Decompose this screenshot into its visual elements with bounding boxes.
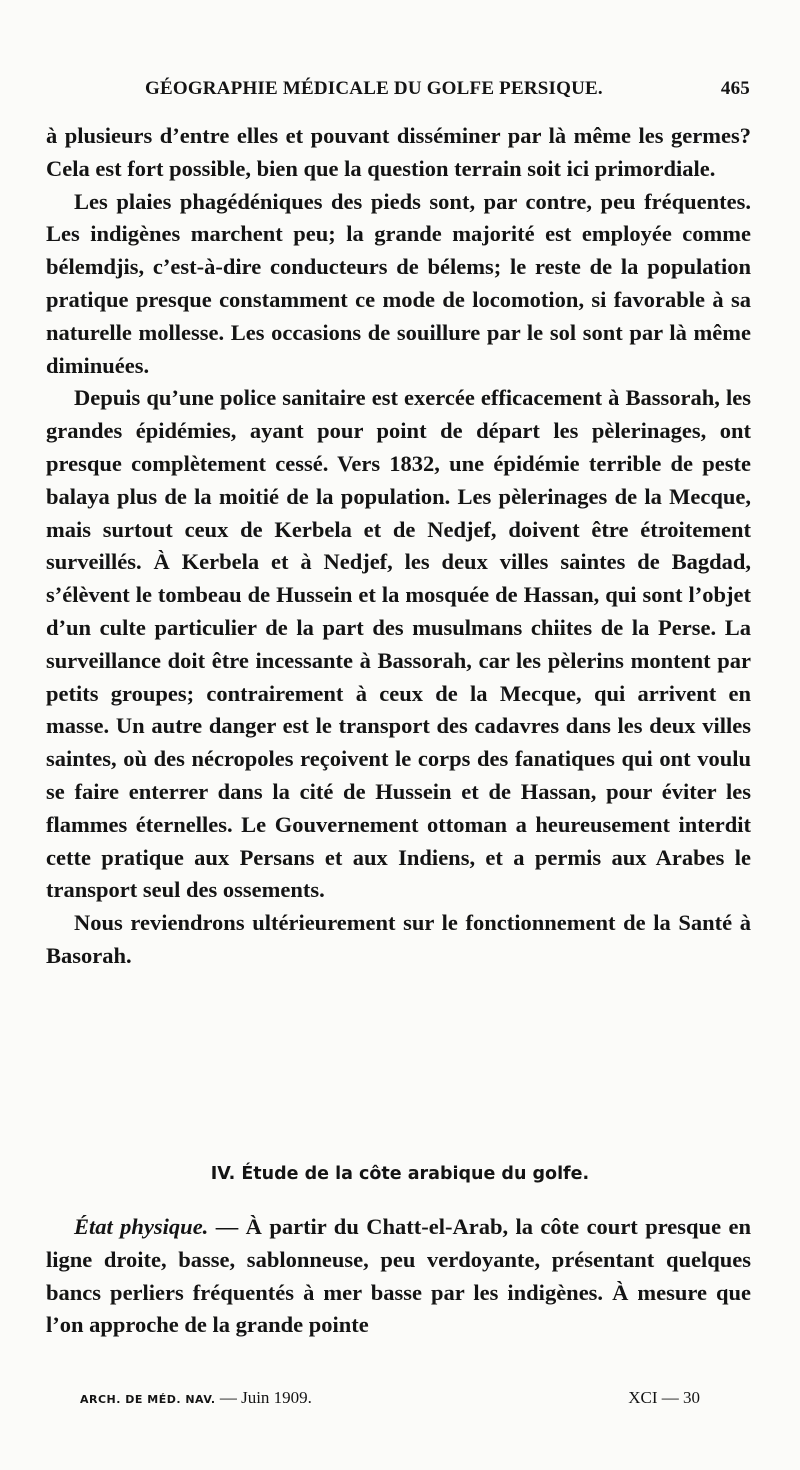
physical-state-paragraph [46,1211,751,1342]
paragraph-sanitary-police: Depuis qu’une police sanitaire est exercée efficacement à Bassorah, les grandes épidémies, ayant pour point de départ les pèlerinages, ont presque complètement cessé. Vers 1832, une épidémie terrible de peste balaya plus de la moitié de la population. Les pèlerinages de la Mecque, mais surtout ceux de Kerbela et de Nedjef, doivent être étroitement surveillés. À Kerbela et à Nedjef, les deux villes saintes de Bagdad, s’élèvent le tombeau de Hussein et la mosquée de Hassan, qui sont l’objet d’un culte particulier de la part des musulmans chiites de la Perse. La surveillance doit être incessante à Bassorah, car les pèlerins montent par petits groupes; contrairement à ceux de la Mecque, qui arrivent en masse. Un autre danger est le transport des cadavres dans les deux villes saintes, où des nécropoles reçoivent le corps des fanatiques qui ont voulu se faire enterrer dans la cité de Hussein et de Hassan, pour éviter les flammes éternelles. Le Gouvernement ottoman a heureusement interdit cette pratique aux Persans et aux Indiens, et a permis aux Arabes le transport seul des ossements. [46,385,751,903]
journal-date: — Juin 1909. [215,1388,312,1407]
journal-abbreviation: ARCH. DE MÉD. NAV. [80,1393,216,1406]
physical-state-lead: État physique. [74,1214,209,1239]
running-title: GÉOGRAPHIE MÉDICALE DU GOLFE PERSIQUE. [145,78,603,99]
footer [80,1388,700,1414]
paragraph-continuation: à plusieurs d’entre elles et pouvant disséminer par là même les germes? Cela est fort possible, bien que la question terrain soit ici primordiale. [46,123,751,181]
section-text [46,1211,751,1342]
body-text [46,120,751,973]
section-heading: IV. Étude de la côte arabique du golfe. [210,1164,590,1184]
journal-reference [80,1388,312,1408]
paragraph-phagedenic-ulcers: Les plaies phagédéniques des pieds sont, par contre, peu fréquentes. Les indigènes marchent peu; la grande majorité est employée comme bélemdjis, c’est-à-dire conducteurs de bélems; le reste de la population pratique presque constamment ce mode de locomotion, si favorable à sa naturelle mollesse. Les occasions de souillure par le sol sont par là même diminuées. [46,188,751,378]
paragraph-conclusion: Nous reviendrons ultérieurement sur le fonctionnement de la Santé à Basorah. [46,910,751,968]
sheet-signature: XCI — 30 [628,1388,700,1407]
physical-state-text: — À partir du Chatt-el-Arab, la côte court presque en ligne droite, basse, sablonneuse, peu verdoyante, présentant quelques bancs perliers fréquentés à mer basse par les indigènes. À mesure que l’on approche de la grande pointe [46,1214,751,1338]
page-number: 465 [720,78,750,99]
running-header [145,78,750,104]
